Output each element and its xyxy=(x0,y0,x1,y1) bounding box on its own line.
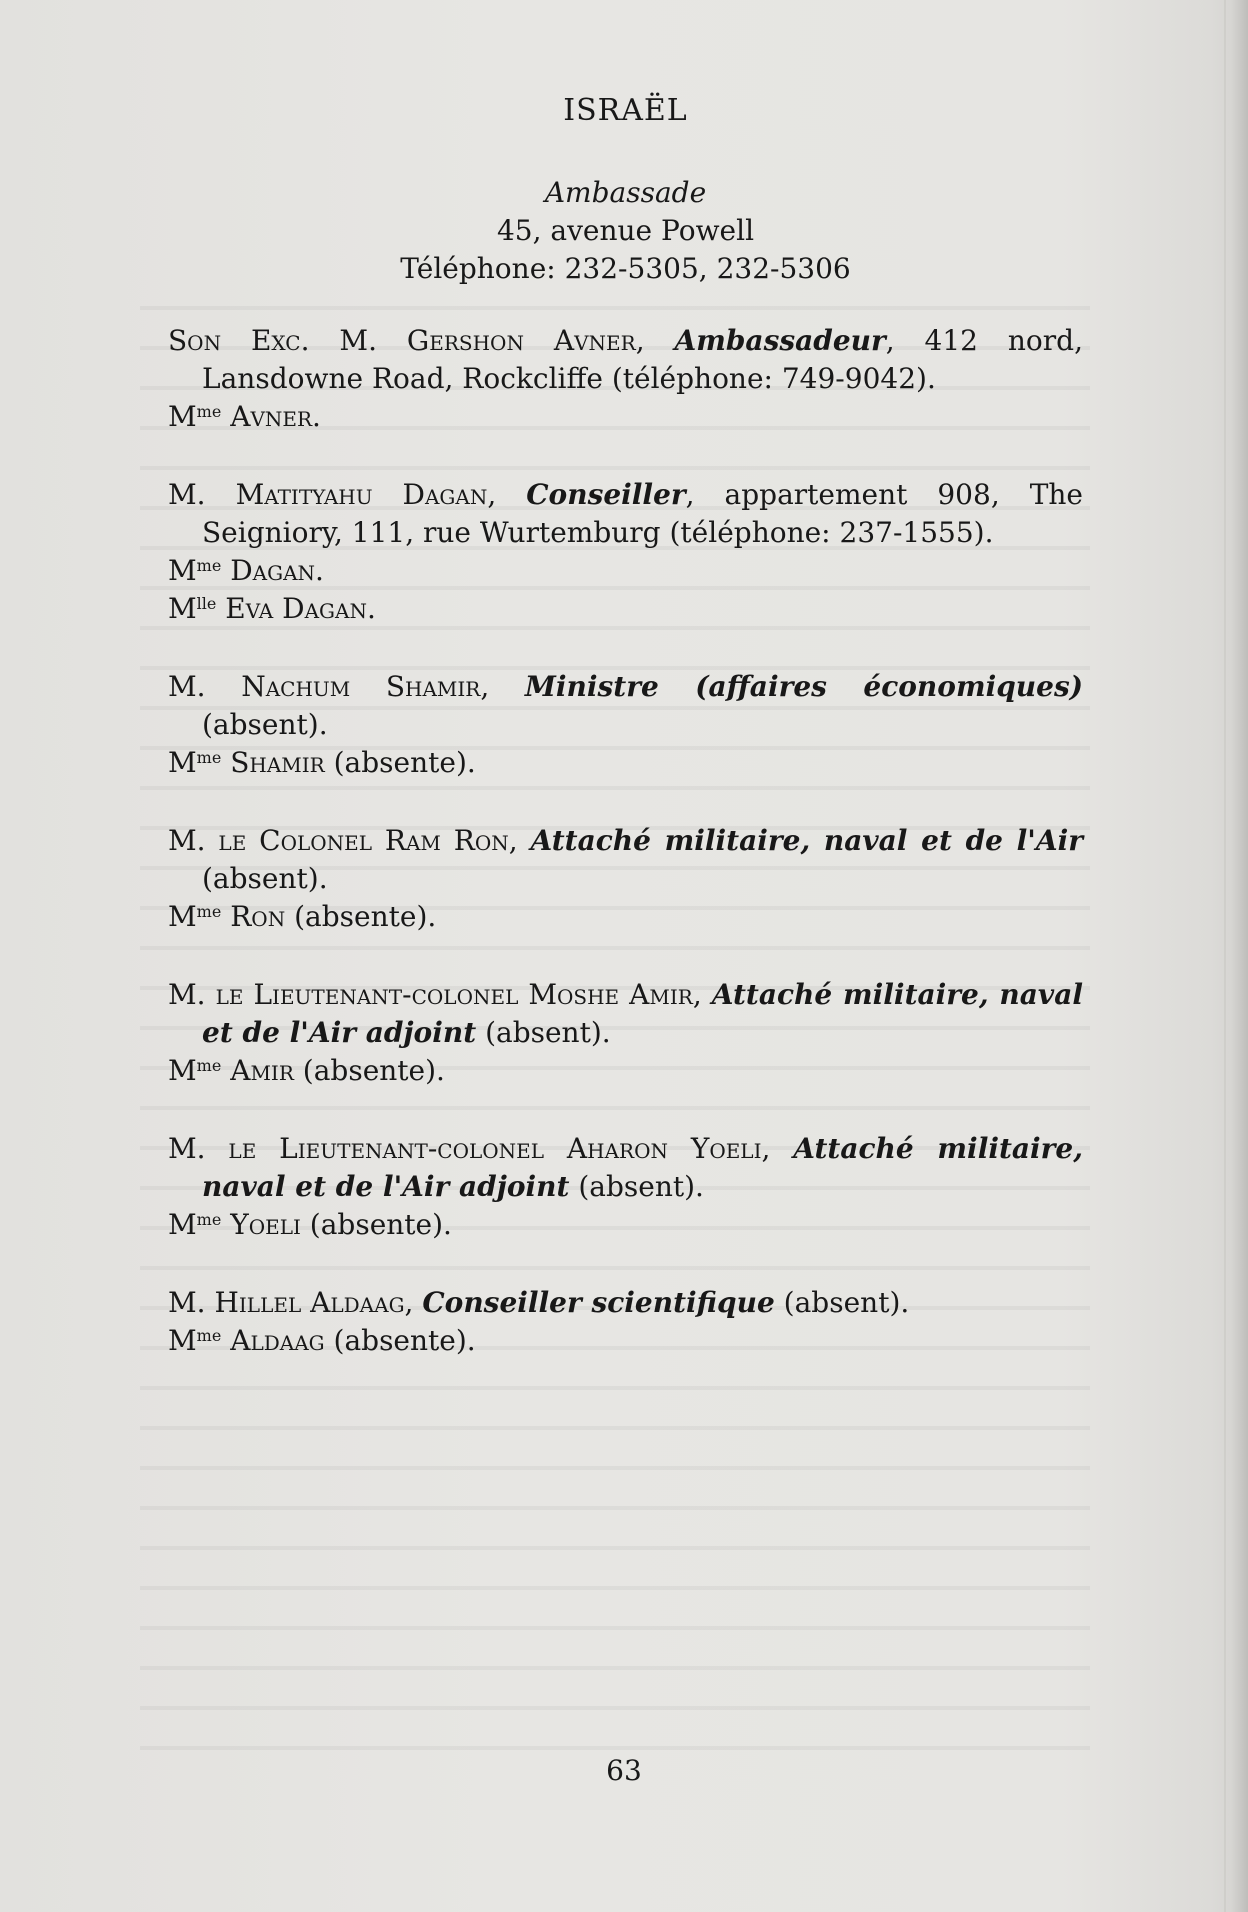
spouse-line xyxy=(168,744,1083,782)
spouse-suffix: (absente). xyxy=(324,1324,476,1357)
embassy-telephone: Téléphone: 232-5305, 232-5306 xyxy=(400,252,851,285)
staff-prefix: Son Exc. M. xyxy=(168,324,407,357)
spouse-line xyxy=(168,1322,1083,1360)
staff-details: , appartement 908, The Seigniory, 111, rue Wurtemburg (téléphone: 237-1555). xyxy=(202,478,1083,549)
name-separator: , xyxy=(692,978,712,1011)
name-separator: , xyxy=(635,324,675,357)
staff-list xyxy=(168,322,1083,1360)
spouse-name: Eva Dagan xyxy=(225,592,367,625)
page-edge-line xyxy=(1224,0,1226,1912)
staff-title: Ambassadeur xyxy=(674,324,886,357)
spouse-suffix: (absente). xyxy=(293,1054,445,1087)
spouse-line xyxy=(168,590,1083,628)
staff-entry xyxy=(168,668,1083,782)
honorific: M xyxy=(168,746,197,779)
staff-entry xyxy=(168,1130,1083,1244)
staff-member-line xyxy=(168,1130,1083,1206)
staff-prefix: M. le xyxy=(168,1132,280,1165)
honorific: M xyxy=(168,1208,197,1241)
staff-prefix: M. xyxy=(168,478,236,511)
honorific-superscript: me xyxy=(196,1326,222,1345)
staff-details: (absent). xyxy=(202,708,328,741)
page-edge xyxy=(1230,0,1248,1912)
spouse-suffix: (absente). xyxy=(285,900,437,933)
embassy-address: 45, avenue Powell xyxy=(496,214,755,247)
embassy-header xyxy=(168,174,1083,288)
staff-entry xyxy=(168,822,1083,936)
spouse-suffix: . xyxy=(312,400,321,433)
honorific: M xyxy=(168,1054,197,1087)
honorific-superscript: lle xyxy=(196,594,217,613)
embassy-label: Ambassade xyxy=(544,176,707,209)
staff-member-line xyxy=(168,822,1083,898)
spouse-line xyxy=(168,1206,1083,1244)
honorific-superscript: me xyxy=(196,556,222,575)
staff-name: Lieutenant-colonel Moshe Amir xyxy=(253,978,693,1011)
name-separator: , xyxy=(480,670,525,703)
name-separator: , xyxy=(508,824,531,857)
staff-details: (absent). xyxy=(202,862,328,895)
name-separator: , xyxy=(487,478,527,511)
staff-name: Nachum Shamir xyxy=(241,670,481,703)
staff-title: Attaché militaire, naval et de l'Air adjoint xyxy=(202,1132,1083,1203)
staff-details: (absent). xyxy=(476,1016,611,1049)
page-number: 63 xyxy=(606,1754,642,1787)
staff-prefix: M. xyxy=(168,1286,215,1319)
staff-title: Conseiller xyxy=(526,478,686,511)
staff-member-line xyxy=(168,668,1083,744)
spouse-suffix: (absente). xyxy=(324,746,476,779)
spouse-suffix: . xyxy=(315,554,324,587)
staff-prefix: M. le xyxy=(168,978,254,1011)
staff-name: Lieutenant-colonel Aharon Yoeli xyxy=(279,1132,762,1165)
honorific-superscript: me xyxy=(196,748,222,767)
honorific-superscript: me xyxy=(196,902,222,921)
name-separator: , xyxy=(404,1286,423,1319)
honorific-superscript: me xyxy=(196,1056,222,1075)
staff-member-line xyxy=(168,322,1083,398)
staff-prefix: M. xyxy=(168,670,242,703)
spouse-name: Ron xyxy=(230,900,286,933)
staff-name: Hillel Aldaag xyxy=(214,1286,405,1319)
name-separator: , xyxy=(761,1132,794,1165)
honorific: M xyxy=(168,400,197,433)
honorific: M xyxy=(168,900,197,933)
staff-member-line xyxy=(168,476,1083,552)
staff-title: Ministre (affaires économiques) xyxy=(524,670,1083,703)
spouse-line xyxy=(168,398,1083,436)
honorific: M xyxy=(168,1324,197,1357)
honorific-superscript: me xyxy=(196,402,222,421)
staff-entry xyxy=(168,1284,1083,1360)
honorific: M xyxy=(168,592,197,625)
staff-member-line xyxy=(168,976,1083,1052)
staff-entry xyxy=(168,976,1083,1090)
spouse-line xyxy=(168,1052,1083,1090)
staff-title: Attaché militaire, naval et de l'Air xyxy=(530,824,1083,857)
spouse-suffix: (absente). xyxy=(300,1208,452,1241)
staff-name: Colonel Ram Ron xyxy=(259,824,509,857)
staff-entry xyxy=(168,476,1083,628)
staff-name: Gershon Avner xyxy=(406,324,636,357)
staff-title: Attaché militaire, naval et de l'Air adjoint xyxy=(202,978,1083,1049)
staff-name: Matityahu Dagan xyxy=(235,478,488,511)
spouse-line xyxy=(168,898,1083,936)
spouse-name: Avner xyxy=(230,400,313,433)
spouse-name: Dagan xyxy=(230,554,316,587)
staff-title: Conseiller scientifique xyxy=(422,1286,775,1319)
staff-details: (absent). xyxy=(569,1170,704,1203)
honorific: M xyxy=(168,554,197,587)
staff-details: (absent). xyxy=(774,1286,910,1319)
spouse-line xyxy=(168,552,1083,590)
spouse-name: Shamir xyxy=(230,746,325,779)
honorific-superscript: me xyxy=(196,1210,222,1229)
staff-details: , 412 nord, Lansdowne Road, Rockcliffe (téléphone: 749-9042). xyxy=(202,324,1083,395)
country-heading: ISRAËL xyxy=(563,93,688,128)
staff-entry xyxy=(168,322,1083,436)
spouse-name: Yoeli xyxy=(230,1208,301,1241)
staff-prefix: M. le xyxy=(168,824,260,857)
spouse-name: Aldaag xyxy=(230,1324,325,1357)
directory-content xyxy=(168,92,1083,1400)
spouse-name: Amir xyxy=(230,1054,294,1087)
spouse-suffix: . xyxy=(366,592,376,625)
staff-member-line xyxy=(168,1284,1083,1322)
